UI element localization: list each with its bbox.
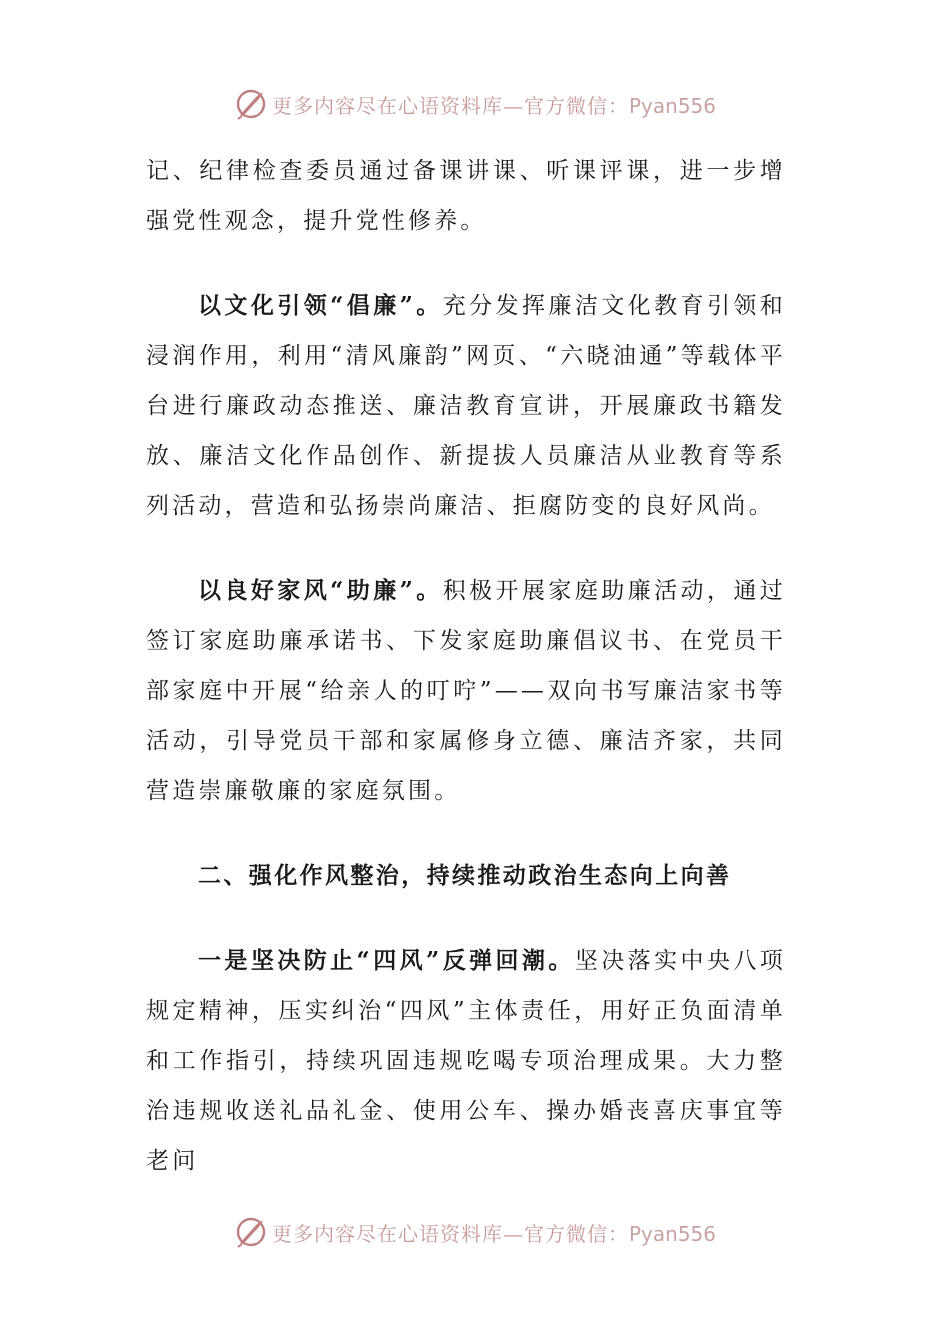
paragraph-culture [146, 281, 786, 531]
quill-logo-icon [234, 87, 268, 121]
watermark-header [0, 84, 950, 124]
paragraph-body: 坚决落实中央八项规定精神，压实纠治“四风”主体责任，用好正负面清单和工作指引，持续巩固违规吃喝专项治理成果。大力整治违规收送礼品礼金、使用公车、操办婚丧喜庆事宜等老问 [146, 948, 786, 1174]
paragraph-continuation [146, 146, 786, 246]
paragraph-lead: 一是坚决防止“四风”反弹回潮。 [198, 947, 575, 974]
quill-logo-icon [234, 1215, 268, 1249]
watermark-text: 更多内容尽在心语资料库—官方微信：Pyan556 [271, 1221, 716, 1246]
watermark-footer [0, 1212, 950, 1252]
paragraph-lead: 以良好家风“助廉”。 [198, 577, 443, 604]
watermark-wechat-id: Pyan556 [628, 1221, 716, 1246]
watermark-text: 更多内容尽在心语资料库—官方微信：Pyan556 [271, 93, 716, 118]
paragraph-family [146, 566, 786, 816]
paragraph-four-winds [146, 936, 786, 1186]
paragraph-body: 充分发挥廉洁文化教育引领和浸润作用，利用“清风廉韵”网页、“六晓油通”等载体平台进行廉政动态推送、廉洁教育宣讲，开展廉政书籍发放、廉洁文化作品创作、新提拔人员廉洁从业教育等系列活动，营造和弘扬崇尚廉洁、拒腐防变的良好风尚。 [146, 293, 786, 519]
paragraph-body: 记、纪律检查委员通过备课讲课、听课评课，进一步增强党性观念，提升党性修养。 [146, 158, 786, 234]
section-heading: 二、强化作风整治，持续推动政治生态向上向善 [198, 862, 732, 889]
watermark-wechat-id: Pyan556 [628, 93, 716, 118]
paragraph-body: 积极开展家庭助廉活动，通过签订家庭助廉承诺书、下发家庭助廉倡议书、在党员干部家庭中开展“给亲人的叮咛”——双向书写廉洁家书等活动，引导党员干部和家属修身立德、廉洁齐家，共同营造崇廉敬廉的家庭氛围。 [146, 578, 786, 804]
paragraph-lead: 以文化引领“倡廉”。 [198, 292, 443, 319]
document-body [146, 146, 786, 1186]
